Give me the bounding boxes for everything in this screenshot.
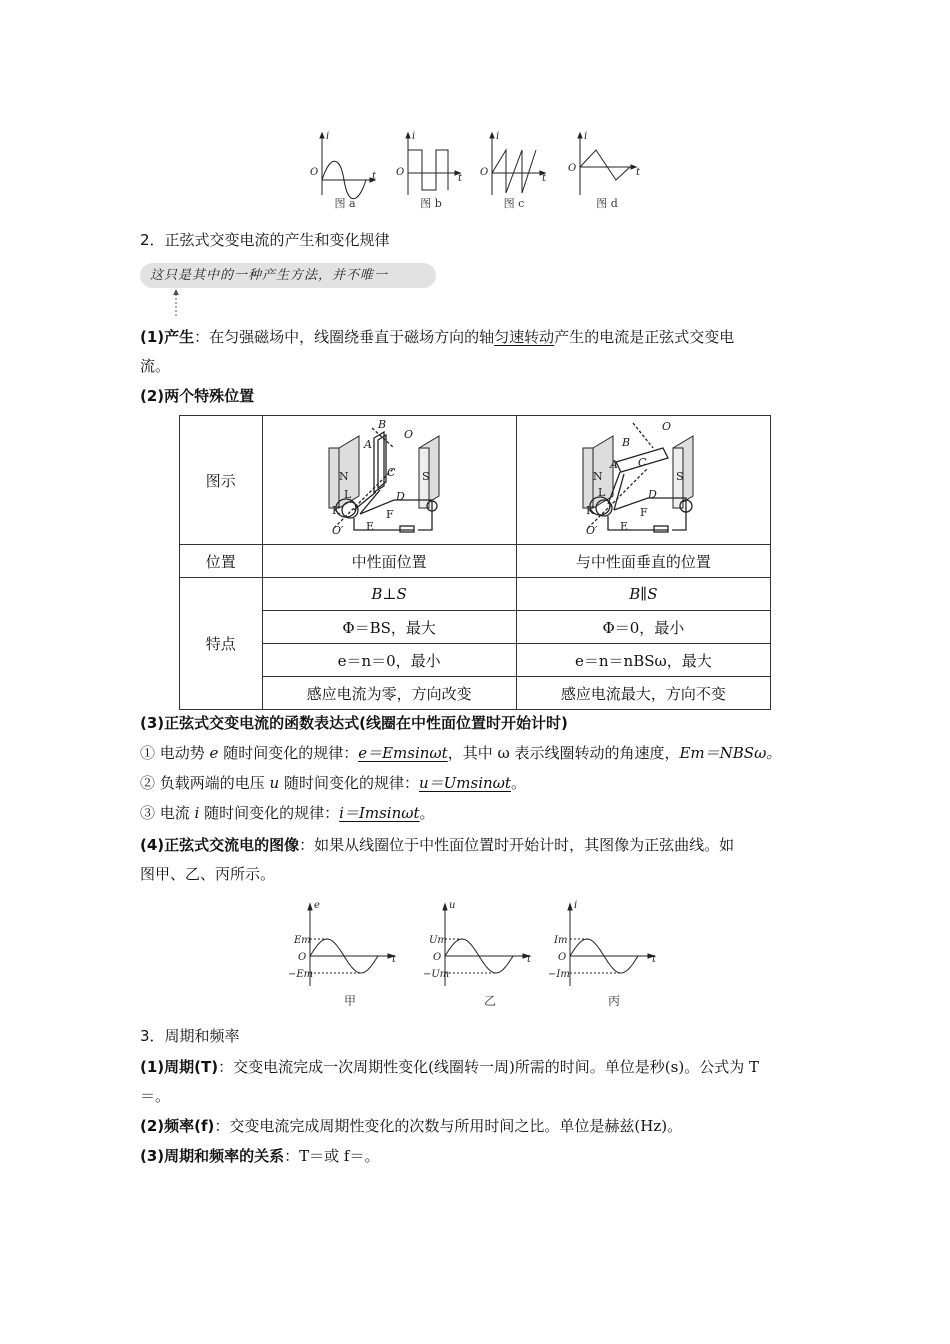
peak-label: Um xyxy=(429,935,447,946)
voltage-formula: u＝Umsinωt xyxy=(419,774,511,792)
feature-cell: Φ＝BS，最大 xyxy=(262,611,516,644)
feature-cell: Φ＝0，最小 xyxy=(516,611,770,644)
trough-label: −Em xyxy=(288,969,314,980)
origin-label: O xyxy=(298,952,307,963)
peak-label: Em xyxy=(294,935,311,946)
svg-text:N: N xyxy=(339,470,349,483)
perpendicular-diagram-cell xyxy=(516,416,770,545)
svg-text:L: L xyxy=(344,488,352,501)
expr-heading: (3)正弦式交变电流的函数表达式(线圈在中性面位置时开始计时) xyxy=(140,714,568,732)
svg-text:O′: O′ xyxy=(332,524,344,537)
svg-text:K: K xyxy=(586,504,595,517)
section3-heading: 3．周期和频率 xyxy=(140,1027,240,1045)
svg-text:O: O xyxy=(404,428,414,441)
fig-b-label: 图 b xyxy=(420,197,442,210)
svg-text:L: L xyxy=(598,486,606,499)
feature-cell: B∥S xyxy=(516,578,770,611)
t-label: t xyxy=(652,954,657,965)
svg-text:t: t xyxy=(542,173,547,184)
period-paragraph: (1)周期(T)：交变电流完成一次周期性变化(线圈转一周)所需的时间。单位是秒(s)。公式为 T xyxy=(140,1058,759,1076)
neutral-plane-diagram-cell xyxy=(262,416,516,545)
trough-label: −Um xyxy=(423,969,450,980)
annotation-note: 这只是其中的一种产生方法，并不唯一 xyxy=(140,263,436,288)
row-label-position: 位置 xyxy=(180,545,263,578)
expr-current: ③ 电流 i 随时间变化的规律：i＝Imsinωt。 xyxy=(140,804,435,822)
generator-diagram-perpendicular xyxy=(568,418,718,538)
svg-text:O: O xyxy=(480,167,489,178)
feature-cell: 感应电流为零，方向改变 xyxy=(262,677,516,710)
fig-d-label: 图 d xyxy=(596,197,618,210)
svg-text:O: O xyxy=(662,420,672,433)
svg-text:F: F xyxy=(640,506,648,519)
feature-cell: 感应电流最大，方向不变 xyxy=(516,677,770,710)
section2-p2-label: (2)两个特殊位置 xyxy=(140,387,255,405)
feature-cell: B⊥S xyxy=(262,578,516,611)
svg-text:t: t xyxy=(372,171,377,182)
origin-label: O xyxy=(433,952,442,963)
svg-text:t: t xyxy=(458,173,463,184)
feature-cell: e＝n＝0，最小 xyxy=(262,644,516,677)
svg-text:A: A xyxy=(610,458,619,471)
svg-text:C: C xyxy=(638,456,647,469)
p1-label: (1)产生 xyxy=(140,328,195,346)
frequency-paragraph: (2)频率(f)：交变电流完成周期性变化的次数与所用时间之比。单位是赫兹(Hz)。 xyxy=(140,1117,683,1135)
peak-label: Im xyxy=(554,935,568,946)
note-arrow xyxy=(170,288,182,318)
perpendicular-position: 与中性面垂直的位置 xyxy=(516,545,770,578)
svg-text:B: B xyxy=(378,418,387,431)
svg-text:S: S xyxy=(676,470,684,483)
svg-text:i: i xyxy=(412,131,416,142)
sine-figures xyxy=(280,898,680,988)
svg-text:F: F xyxy=(386,508,394,521)
axis-label: i xyxy=(574,900,578,911)
axis-arrow xyxy=(443,904,447,910)
fig-c-label: 图 c xyxy=(503,197,525,210)
period-paragraph-cont: ＝。 xyxy=(140,1087,171,1105)
caption-bing: 丙 xyxy=(607,994,620,1008)
origin-label: O xyxy=(558,952,567,963)
svg-text:E: E xyxy=(620,520,629,533)
section2-heading: 2．正弦式交变电流的产生和变化规律 xyxy=(140,231,390,249)
fig-a-axis-i: i xyxy=(326,131,330,142)
svg-text:S: S xyxy=(422,470,430,483)
svg-text:N: N xyxy=(593,470,603,483)
row-label-figure: 图示 xyxy=(180,416,263,545)
relation-paragraph: (3)周期和频率的关系：T＝或 f＝。 xyxy=(140,1147,380,1165)
axis-arrow xyxy=(308,904,312,910)
t-label: t xyxy=(392,954,397,965)
svg-text:O′: O′ xyxy=(586,524,598,537)
expr-graph-paragraph-cont: 图甲、乙、丙所示。 xyxy=(140,865,276,883)
feature-cell: e＝n＝nBSω，最大 xyxy=(516,644,770,677)
axis-label: e xyxy=(314,900,320,911)
svg-text:K: K xyxy=(332,504,341,517)
axis-label: u xyxy=(449,900,456,911)
row-label-feature: 特点 xyxy=(180,578,263,710)
special-positions-table xyxy=(179,415,771,710)
caption-jia: 甲 xyxy=(343,994,356,1008)
svg-text:A: A xyxy=(364,438,373,451)
svg-text:C: C xyxy=(387,466,396,479)
expr-emf: ① 电动势 e 随时间变化的规律：e＝Emsinωt，其中 ω 表示线圈转动的角速度，Em＝NBSω。 xyxy=(140,744,782,762)
svg-text:O: O xyxy=(396,167,405,178)
svg-text:i: i xyxy=(496,131,500,142)
t-label: t xyxy=(527,954,532,965)
uniform-rotation-blank: 匀速转动 xyxy=(494,328,555,346)
svg-text:D: D xyxy=(396,490,405,503)
svg-text:B: B xyxy=(622,436,631,449)
neutral-plane-position: 中性面位置 xyxy=(262,545,516,578)
svg-text:D: D xyxy=(648,488,658,501)
generator-diagram-neutral xyxy=(314,418,464,538)
fig-a-label: 图 a xyxy=(334,197,356,210)
svg-text:t: t xyxy=(636,167,641,178)
axis-arrow xyxy=(568,904,572,910)
current-formula: i＝Imsinωt xyxy=(339,804,420,822)
emf-formula: e＝Emsinωt xyxy=(358,744,448,762)
section2-p1: (1)产生：在匀强磁场中，线圈绕垂直于磁场方向的轴匀速转动产生的电流是正弦式交变电 xyxy=(140,328,735,346)
caption-yi: 乙 xyxy=(483,994,496,1008)
trough-label: −Im xyxy=(548,969,570,980)
svg-text:O: O xyxy=(568,163,577,174)
expr-voltage: ② 负载两端的电压 u 随时间变化的规律：u＝Umsinωt。 xyxy=(140,774,526,792)
section2-p1-cont: 流。 xyxy=(140,357,171,375)
expr-graph-paragraph: (4)正弦式交流电的图像：如果从线圈位于中性面位置时开始计时，其图像为正弦曲线。如 xyxy=(140,836,735,854)
svg-text:E: E xyxy=(366,520,375,533)
svg-text:i: i xyxy=(584,131,588,142)
svg-text:O: O xyxy=(310,167,319,178)
